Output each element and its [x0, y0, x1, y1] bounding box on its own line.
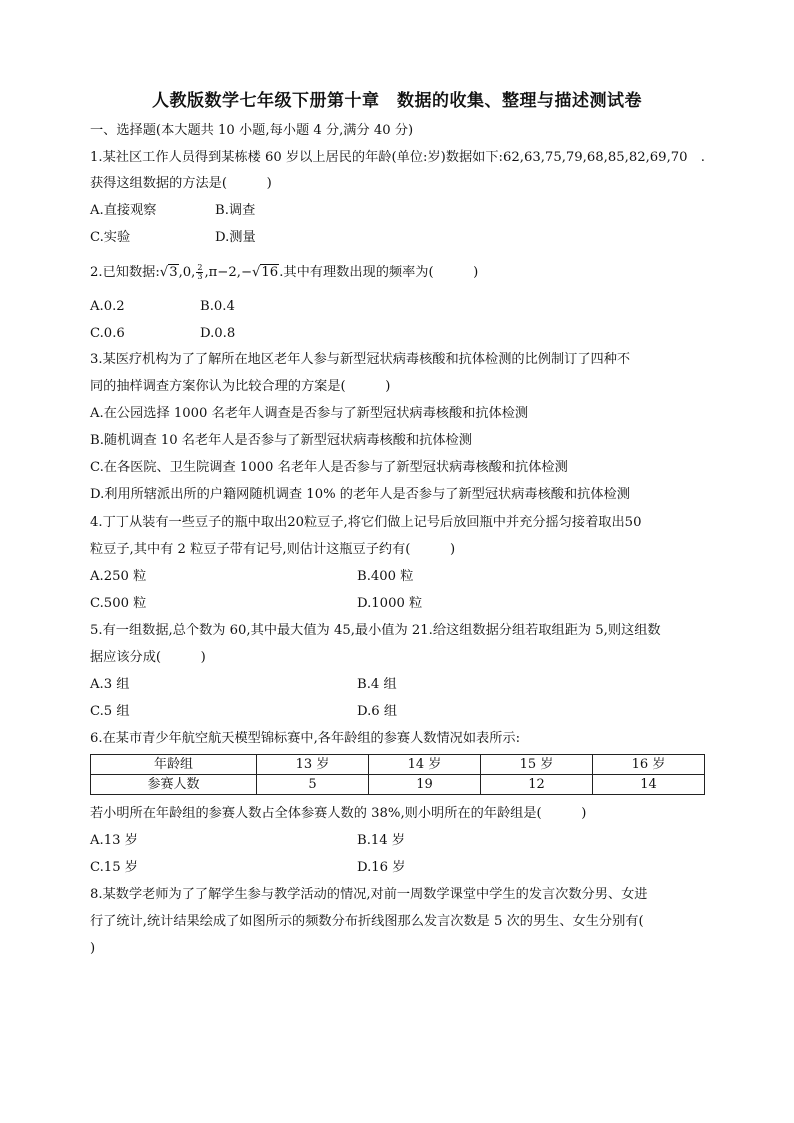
question-6-option-b: B.14 岁 [357, 833, 406, 848]
question-2-mid-2: ,π−2,− [204, 265, 252, 280]
question-3-option-c: C.在各医院、卫生院调查 1000 名老年人是否参与了新型冠状病毒核酸和抗体检测 [90, 460, 568, 475]
question-8-text-end: ) [90, 941, 96, 956]
question-1-text-cont: 获得这组数据的方法是( ) [90, 176, 272, 191]
question-3-option-b: B.随机调查 10 名老年人是否参与了新型冠状病毒核酸和抗体检测 [90, 433, 472, 448]
question-4-option-a: A.250 粒 [90, 569, 147, 584]
question-3-text-cont: 同的抽样调查方案你认为比较合理的方案是( ) [90, 379, 391, 394]
fraction-two-thirds [196, 264, 203, 281]
question-4-option-d: D.1000 粒 [357, 596, 423, 611]
table-header-row [91, 755, 705, 775]
question-1-option-a: A.直接观察 [90, 203, 157, 218]
question-3-option-a: A.在公园选择 1000 名老年人调查是否参与了新型冠状病毒核酸和抗体检测 [90, 406, 529, 421]
table-cell: 12 [481, 775, 593, 795]
question-2-mid-1: ,0, [178, 265, 196, 280]
question-3-option-d: D.利用所辖派出所的户籍网随机调查 10% 的老年人是否参与了新型冠状病毒核酸和抗体检测 [90, 487, 630, 502]
question-1-text: 1.某社区工作人员得到某栋楼 60 岁以上居民的年龄(单位:岁)数据如下:62,63,75,79,68,85,82,69,70 . [90, 150, 705, 165]
table-cell: 19 [369, 775, 481, 795]
question-4-option-b: B.400 粒 [357, 569, 414, 584]
page-title: 人教版数学七年级下册第十章 数据的收集、整理与描述测试卷 [152, 91, 642, 111]
sqrt-16: √16 [252, 265, 279, 280]
sqrt-3: √3 [159, 265, 178, 280]
table-cell: 5 [257, 775, 369, 795]
question-5-option-d: D.6 组 [357, 704, 398, 719]
table-cell: 年龄组 [91, 755, 257, 775]
question-8-text-cont: 行了统计,统计结果绘成了如图所示的频数分布折线图那么发言次数是 5 次的男生、女生分别有( [90, 914, 644, 929]
question-2-suffix: .其中有理数出现的频率为( ) [279, 265, 479, 280]
question-6-option-a: A.13 岁 [90, 833, 138, 848]
question-4-text-cont: 粒豆子,其中有 2 粒豆子带有记号,则估计这瓶豆子约有( ) [90, 542, 456, 557]
table-cell: 14 [593, 775, 705, 795]
table-row [91, 775, 705, 795]
question-6-option-d: D.16 岁 [357, 860, 406, 875]
question-1-option-c: C.实验 [90, 230, 131, 245]
question-2-option-a: A.0.2 [90, 299, 125, 314]
table-cell: 参赛人数 [91, 775, 257, 795]
question-1-option-b: B.调查 [215, 203, 256, 218]
question-2-option-d: D.0.8 [200, 326, 236, 341]
question-6-option-c: C.15 岁 [90, 860, 138, 875]
question-5-option-c: C.5 组 [90, 704, 130, 719]
question-6-text-cont: 若小明所在年龄组的参赛人数占全体参赛人数的 38%,则小明所在的年龄组是( ) [90, 806, 587, 821]
question-6-text: 6.在某市青少年航空航天模型锦标赛中,各年龄组的参赛人数情况如表所示: [90, 731, 521, 746]
question-2-option-b: B.0.4 [200, 299, 235, 314]
question-5-option-a: A.3 组 [90, 677, 130, 692]
table-cell: 16 岁 [593, 755, 705, 775]
question-4-option-c: C.500 粒 [90, 596, 147, 611]
question-5-text: 5.有一组数据,总个数为 60,其中最大值为 45,最小值为 21.给这组数据分组若取组距为 5,则这组数 [90, 623, 661, 638]
question-8-text: 8.某数学老师为了了解学生参与教学活动的情况,对前一周数学课堂中学生的发言次数分男、女进 [90, 887, 648, 902]
question-1-option-d: D.测量 [215, 230, 256, 245]
table-cell: 14 岁 [369, 755, 481, 775]
question-2-text [90, 263, 478, 283]
question-3-text: 3.某医疗机构为了了解所在地区老年人参与新型冠状病毒核酸和抗体检测的比例制订了四种不 [90, 352, 631, 367]
question-5-text-cont: 据应该分成( ) [90, 650, 206, 665]
question-2-option-c: C.0.6 [90, 326, 125, 341]
question-2-prefix: 2.已知数据: [90, 265, 160, 280]
table-cell: 13 岁 [257, 755, 369, 775]
question-5-option-b: B.4 组 [357, 677, 397, 692]
fraction-numerator: 2 [197, 263, 203, 272]
question-4-text: 4.丁丁从装有一些豆子的瓶中取出20粒豆子,将它们做上记号后放回瓶中并充分摇匀接着取出50 [90, 515, 642, 530]
table-cell: 15 岁 [481, 755, 593, 775]
fraction-denominator: 3 [197, 272, 203, 281]
section-heading: 一、选择题(本大题共 10 小题,每小题 4 分,满分 40 分) [90, 123, 414, 138]
participants-table [90, 754, 705, 795]
